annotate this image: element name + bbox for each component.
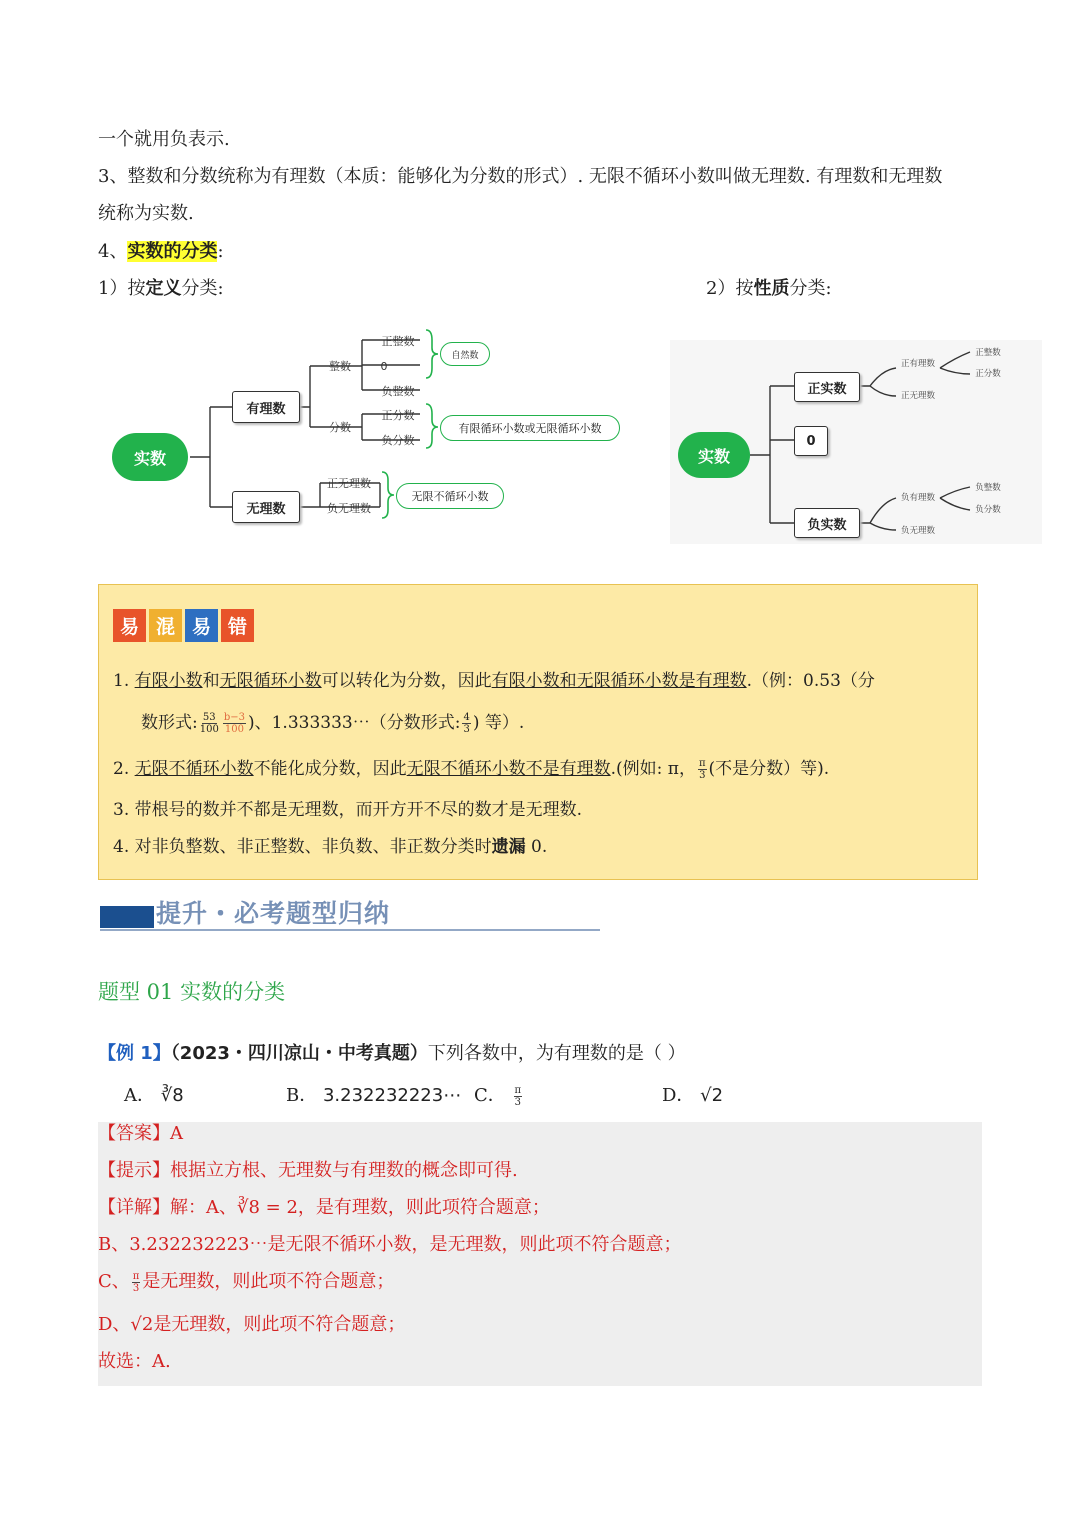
- answer-line: 【答案】A: [98, 1123, 183, 1144]
- badge-yi-2: 易: [185, 609, 218, 642]
- d2-pos-rational-label: 正有理数: [900, 359, 935, 369]
- option-a-label: A．: [124, 1085, 155, 1106]
- frac2-numerator: b−3: [223, 712, 245, 723]
- hint-line: 【提示】根据立方根、无理数与有理数的概念即可得.: [98, 1160, 518, 1181]
- d1-pos-int-label: 正整数: [381, 335, 415, 348]
- frac3-numerator: 4: [463, 712, 470, 723]
- item1-underline-3: 有限小数和无限循环小数是有理数: [491, 671, 747, 691]
- mistake-item-4: [113, 835, 547, 859]
- item4-bold: 遗漏: [491, 837, 526, 857]
- option-c-denominator: 3: [514, 1096, 521, 1108]
- explanation-line-d: D、√2是无理数，则此项不符合题意；: [98, 1314, 406, 1335]
- frac1-denominator: 100: [199, 724, 219, 735]
- d1-zero-label: 0: [380, 359, 388, 373]
- conclusion-line: 故选：A.: [98, 1351, 171, 1372]
- d2-neg-rational-label: 负有理数: [900, 493, 935, 503]
- item2-text-c: .(例如: π，: [610, 759, 696, 779]
- d2-pos-irrational-label: 正无理数: [900, 391, 935, 401]
- d1-natural-number-pill: 自然数: [440, 342, 490, 366]
- item2-frac-numerator: π: [698, 758, 706, 769]
- item2-underline-1: 无限不循环小数: [134, 759, 254, 779]
- sub2-bold: 性质: [753, 278, 790, 299]
- question-type-heading: 题型 01 实数的分类: [98, 980, 286, 1004]
- d1-neg-irr-label: 负无理数: [327, 502, 371, 515]
- option-c-fraction: [514, 1085, 523, 1108]
- sub2-suffix: 分类:: [789, 278, 832, 299]
- item2-frac-denominator: 3: [699, 770, 706, 781]
- d1-pos-frac-label: 正分数: [381, 409, 415, 422]
- sub1-suffix: 分类:: [181, 278, 224, 299]
- mistake-item-1: [113, 669, 875, 693]
- sub1-bold: 定义: [145, 278, 182, 299]
- option-c-numerator: π: [514, 1084, 522, 1096]
- item1-underline-1: 有限小数: [134, 671, 203, 691]
- item2-text-d: (不是分数）等).: [708, 759, 830, 779]
- item2-underline-2: 无限不循环小数不是有理数: [406, 759, 611, 779]
- d1-irrational-node: 无理数: [232, 491, 300, 523]
- explanation-line-c: [98, 1270, 394, 1294]
- line-c-text: 是无理数，则此项不符合题意；: [142, 1271, 395, 1292]
- d2-positive-real-node: 正实数: [794, 372, 860, 402]
- option-b-value: 3.232232223⋯: [322, 1085, 462, 1106]
- item1-text-d: .（例：0.53（分: [746, 671, 875, 691]
- d1-non-repeating-pill: 无限不循环小数: [396, 483, 504, 509]
- definition-tree-diagram: [100, 320, 640, 540]
- option-a-value: ∛8: [160, 1085, 184, 1106]
- d1-repeating-decimal-pill: 有限循环小数或无限循环小数: [440, 415, 620, 441]
- sub1-prefix: 1）按: [98, 278, 146, 299]
- badge-cuo: 错: [221, 609, 254, 642]
- d1-neg-int-label: 负整数: [381, 385, 415, 398]
- example-tag: 【例 1】: [98, 1043, 171, 1064]
- option-d-value: √2: [700, 1085, 724, 1106]
- line-c-numerator: π: [132, 1270, 140, 1282]
- option-b-label: B．: [286, 1085, 318, 1106]
- option-a[interactable]: [124, 1081, 184, 1107]
- frac2-denominator: 100: [224, 724, 244, 735]
- option-c-label: C．: [474, 1085, 506, 1106]
- section-underline: [100, 929, 600, 931]
- subheading-definition: [98, 277, 224, 301]
- line-c-fraction: [132, 1271, 141, 1294]
- mistake-item-3: 3. 带根号的数并不都是无理数，而开方开不尽的数才是无理数.: [113, 800, 583, 820]
- answer-block: [98, 1122, 982, 1386]
- d2-neg-irrational-label: 负无理数: [900, 526, 935, 536]
- explanation-line-b: B、3.232232223⋯是无限不循环小数，是无理数，则此项不符合题意；: [98, 1234, 682, 1255]
- classification-heading: [98, 240, 224, 264]
- item2-number: 2.: [113, 759, 135, 779]
- heading-highlight: 实数的分类: [127, 241, 218, 262]
- badge-yi-1: 易: [113, 609, 146, 642]
- heading-prefix: 4、: [98, 241, 128, 262]
- frac1-numerator: 53: [202, 712, 216, 723]
- mistake-item-2: [113, 757, 829, 781]
- item1-text-c: 可以转化为分数，因此: [321, 671, 492, 691]
- text-line-1: 一个就用负表示.: [98, 129, 230, 150]
- line-c-denominator: 3: [132, 1282, 140, 1294]
- item1-line2-b: )、1.333333⋯（分数形式:: [247, 713, 461, 733]
- fraction-53-100: [200, 712, 219, 735]
- common-mistakes-box: [98, 584, 978, 880]
- item4-text-a: 4. 对非负整数、非正整数、非负数、非正数分类时: [113, 837, 492, 857]
- d1-root-real-number: 实数: [112, 433, 188, 481]
- d2-root-real-number: 实数: [678, 432, 750, 478]
- d2-pos-frac-label: 正分数: [975, 369, 1001, 379]
- d1-pos-irr-label: 正无理数: [327, 477, 371, 490]
- item1-line2-c: ) 等）.: [472, 713, 525, 733]
- line-c-prefix: C、: [98, 1271, 130, 1292]
- item1-line2-a: 数形式:: [141, 713, 198, 733]
- item1-number: 1.: [113, 671, 135, 691]
- sub2-prefix: 2）按: [706, 278, 754, 299]
- text-line-2: 3、整数和分数统称为有理数（本质：能够化为分数的形式）. 无限不循环小数叫做无理数. 有理数和无理数: [98, 166, 943, 187]
- d1-rational-node: 有理数: [232, 391, 300, 423]
- d2-neg-int-label: 负整数: [975, 483, 1001, 493]
- d1-integer-label: 整数: [329, 360, 351, 373]
- section-title: 提升・必考题型归纳: [156, 899, 391, 928]
- item4-text-b: 0.: [525, 837, 548, 857]
- option-d[interactable]: [662, 1081, 723, 1107]
- item1-text-b: 和: [202, 671, 220, 691]
- badge-hun: 混: [149, 609, 182, 642]
- heading-suffix: :: [217, 241, 224, 262]
- example-question: [98, 1042, 686, 1066]
- d1-neg-frac-label: 负分数: [381, 434, 415, 447]
- fraction-pi-3: [698, 758, 707, 781]
- explanation-line-a: 【详解】解：A、∛8 = 2，是有理数，则此项符合题意；: [98, 1197, 550, 1218]
- option-d-label: D．: [662, 1085, 695, 1106]
- item1-underline-2: 无限循环小数: [219, 671, 322, 691]
- fraction-annotation: [223, 712, 246, 735]
- option-c[interactable]: [474, 1081, 524, 1108]
- text-line-3: 统称为实数.: [98, 203, 194, 224]
- d2-zero-node: 0: [794, 426, 828, 456]
- section-accent-bar: [100, 906, 154, 928]
- item2-text-b: 不能化成分数，因此: [253, 759, 407, 779]
- subheading-property: [706, 277, 832, 301]
- d2-negative-real-node: 负实数: [794, 508, 860, 538]
- option-b[interactable]: [286, 1081, 461, 1107]
- d2-pos-int-label: 正整数: [975, 348, 1001, 358]
- mistake-item-1-continued: [141, 711, 524, 735]
- frac3-denominator: 3: [463, 724, 470, 735]
- property-tree-diagram: [670, 340, 1042, 544]
- fraction-4-3: [462, 712, 470, 735]
- d2-neg-frac-label: 负分数: [975, 505, 1001, 515]
- d1-fraction-label: 分数: [329, 421, 351, 434]
- example-source: （2023・四川凉山・中考真题）: [170, 1043, 428, 1064]
- example-question-text: 下列各数中，为有理数的是（ ）: [427, 1043, 686, 1064]
